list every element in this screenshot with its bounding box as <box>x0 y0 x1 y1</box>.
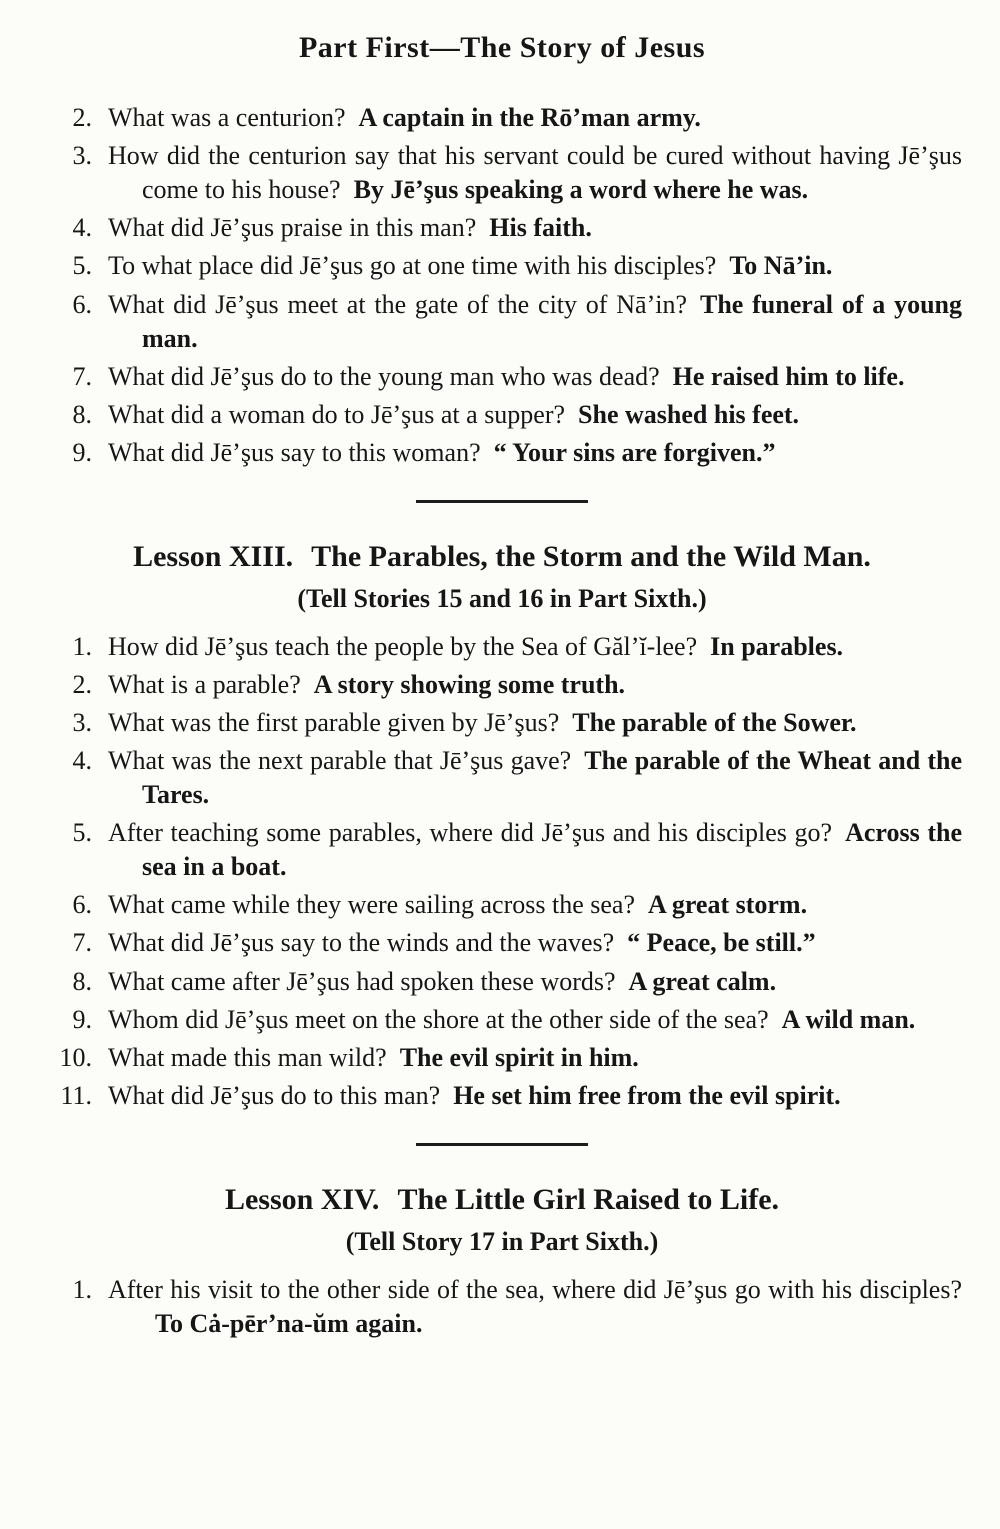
question-number: 5. <box>72 818 92 848</box>
lesson-number: Lesson XIII. <box>133 539 294 573</box>
question-number: 7. <box>72 361 92 391</box>
qa-item <box>42 630 962 664</box>
answer-text: In parables. <box>710 632 844 662</box>
qa-item <box>42 398 962 432</box>
answer-text: A wild man. <box>781 1004 916 1034</box>
question-answer-text <box>108 1079 962 1113</box>
sections-container <box>42 101 962 1341</box>
lesson-section <box>42 101 962 469</box>
answer-text: To Nā’in. <box>729 251 833 281</box>
question-text: What did Jē’şus say to this woman? <box>108 437 481 467</box>
section-divider <box>416 500 588 503</box>
question-number: 1. <box>72 1275 92 1305</box>
question-answer-text <box>108 360 962 394</box>
question-answer-text <box>108 668 962 702</box>
qa-item <box>42 1041 962 1075</box>
question-number: 3. <box>72 708 92 738</box>
question-text: What was the first parable given by Jē’şus? <box>108 708 560 738</box>
page-title: Part First—The Story of Jesus <box>298 31 706 64</box>
answer-text: A great calm. <box>628 966 777 996</box>
question-answer-text <box>108 249 962 283</box>
question-text: What did Jē’şus do to the young man who was dead? <box>108 361 660 391</box>
question-text: What did a woman do to Jē’şus at a supper? <box>108 399 566 429</box>
answer-text: A captain in the Rō’man army. <box>358 103 701 133</box>
lesson-heading <box>42 537 962 576</box>
answer-text: Across the sea in a boat. <box>142 818 962 882</box>
question-answer-text <box>108 139 962 207</box>
question-text: What came while they were sailing across the sea? <box>108 890 635 920</box>
question-answer-text <box>108 101 962 135</box>
question-number: 5. <box>72 251 92 281</box>
qa-item <box>42 139 962 207</box>
question-number: 10. <box>59 1042 92 1072</box>
question-number: 4. <box>72 746 92 776</box>
section-divider <box>416 1143 588 1146</box>
question-number: 6. <box>72 890 92 920</box>
qa-item <box>42 101 962 135</box>
question-text: What came after Jē’şus had spoken these words? <box>108 966 616 996</box>
qa-item <box>42 249 962 283</box>
question-answer-text <box>108 398 962 432</box>
answer-text: “ Your sins are forgiven.” <box>493 437 776 467</box>
question-text: To what place did Jē’şus go at one time with his disciples? <box>108 251 717 281</box>
question-text: What did Jē’şus say to the winds and the waves? <box>108 928 615 958</box>
answer-text: To Cȧ-pēr’na-ŭm again. <box>155 1309 423 1339</box>
lesson-section <box>42 537 962 1113</box>
question-number: 7. <box>72 928 92 958</box>
qa-item <box>42 1003 962 1037</box>
question-number: 2. <box>72 103 92 133</box>
lesson-heading <box>42 1180 962 1219</box>
answer-text: His faith. <box>489 213 592 243</box>
answer-text: “ Peace, be still.” <box>627 928 816 958</box>
qa-item <box>42 965 962 999</box>
question-text: After teaching some parables, where did Jē’şus and his disciples go? <box>108 818 833 848</box>
lesson-title: The Parables, the Storm and the Wild Man. <box>311 539 871 573</box>
qa-item <box>42 816 962 884</box>
answer-text: He raised him to life. <box>672 361 905 391</box>
lesson-title: The Little Girl Raised to Life. <box>397 1182 780 1216</box>
question-text: What was the next parable that Jē’şus gave? <box>108 746 572 776</box>
qa-item <box>42 744 962 812</box>
question-answer-text <box>108 926 962 960</box>
qa-item <box>42 436 962 470</box>
question-answer-text <box>108 965 962 999</box>
answer-text: The parable of the Sower. <box>572 708 857 738</box>
question-answer-text <box>108 630 962 664</box>
question-number: 1. <box>72 632 92 662</box>
question-text: After his visit to the other side of the sea, where did Jē’şus go with his disciples? <box>108 1275 962 1305</box>
question-answer-text <box>108 1041 962 1075</box>
question-number: 2. <box>72 670 92 700</box>
answer-text: He set him free from the evil spirit. <box>453 1080 841 1110</box>
question-answer-text <box>108 744 962 812</box>
question-number: 9. <box>72 1004 92 1034</box>
question-text: How did Jē’şus teach the people by the Sea of Găl’ĭ-lee? <box>108 632 698 662</box>
qa-item <box>42 1079 962 1113</box>
question-answer-text <box>108 1003 962 1037</box>
qa-item <box>42 360 962 394</box>
qa-item <box>42 288 962 356</box>
answer-text: The evil spirit in him. <box>399 1042 639 1072</box>
lesson-section <box>42 1180 962 1341</box>
lesson-number: Lesson XIV. <box>224 1182 380 1216</box>
question-answer-text <box>108 1273 962 1341</box>
question-number: 9. <box>72 437 92 467</box>
question-text: How did the centurion say that his servant could be cured without having Jē’şus come to his house? <box>108 141 962 205</box>
question-answer-text <box>108 288 962 356</box>
qa-item <box>42 926 962 960</box>
lesson-subheading: (Tell Stories 15 and 16 in Part Sixth.) <box>297 584 707 614</box>
question-answer-text <box>108 706 962 740</box>
qa-item <box>42 668 962 702</box>
question-answer-text <box>108 888 962 922</box>
question-number: 4. <box>72 213 92 243</box>
question-number: 6. <box>72 289 92 319</box>
qa-item <box>42 1273 962 1341</box>
question-number: 11. <box>60 1080 92 1110</box>
question-text: What did Jē’şus do to this man? <box>108 1080 441 1110</box>
question-answer-text <box>108 211 962 245</box>
question-text: What did Jē’şus praise in this man? <box>108 213 477 243</box>
answer-text: She washed his feet. <box>578 399 800 429</box>
qa-item <box>42 888 962 922</box>
lesson-subheading: (Tell Story 17 in Part Sixth.) <box>345 1227 659 1257</box>
qa-item <box>42 211 962 245</box>
answer-text: By Jē’şus speaking a word where he was. <box>353 175 809 205</box>
answer-text: A story showing some truth. <box>313 670 626 700</box>
question-text: What made this man wild? <box>108 1042 387 1072</box>
answer-text: A great storm. <box>648 890 808 920</box>
question-number: 8. <box>72 966 92 996</box>
question-text: Whom did Jē’şus meet on the shore at the other side of the sea? <box>108 1004 769 1034</box>
question-answer-text <box>108 816 962 884</box>
question-number: 3. <box>72 141 92 171</box>
question-text: What is a parable? <box>108 670 301 700</box>
question-number: 8. <box>72 399 92 429</box>
answer-text: The funeral of a young man. <box>142 289 962 353</box>
question-text: What was a centurion? <box>108 103 346 133</box>
question-text: What did Jē’şus meet at the gate of the city of Nā’in? <box>108 289 687 319</box>
qa-item <box>42 706 962 740</box>
question-answer-text <box>108 436 962 470</box>
answer-text: The parable of the Wheat and the Tares. <box>142 746 962 810</box>
